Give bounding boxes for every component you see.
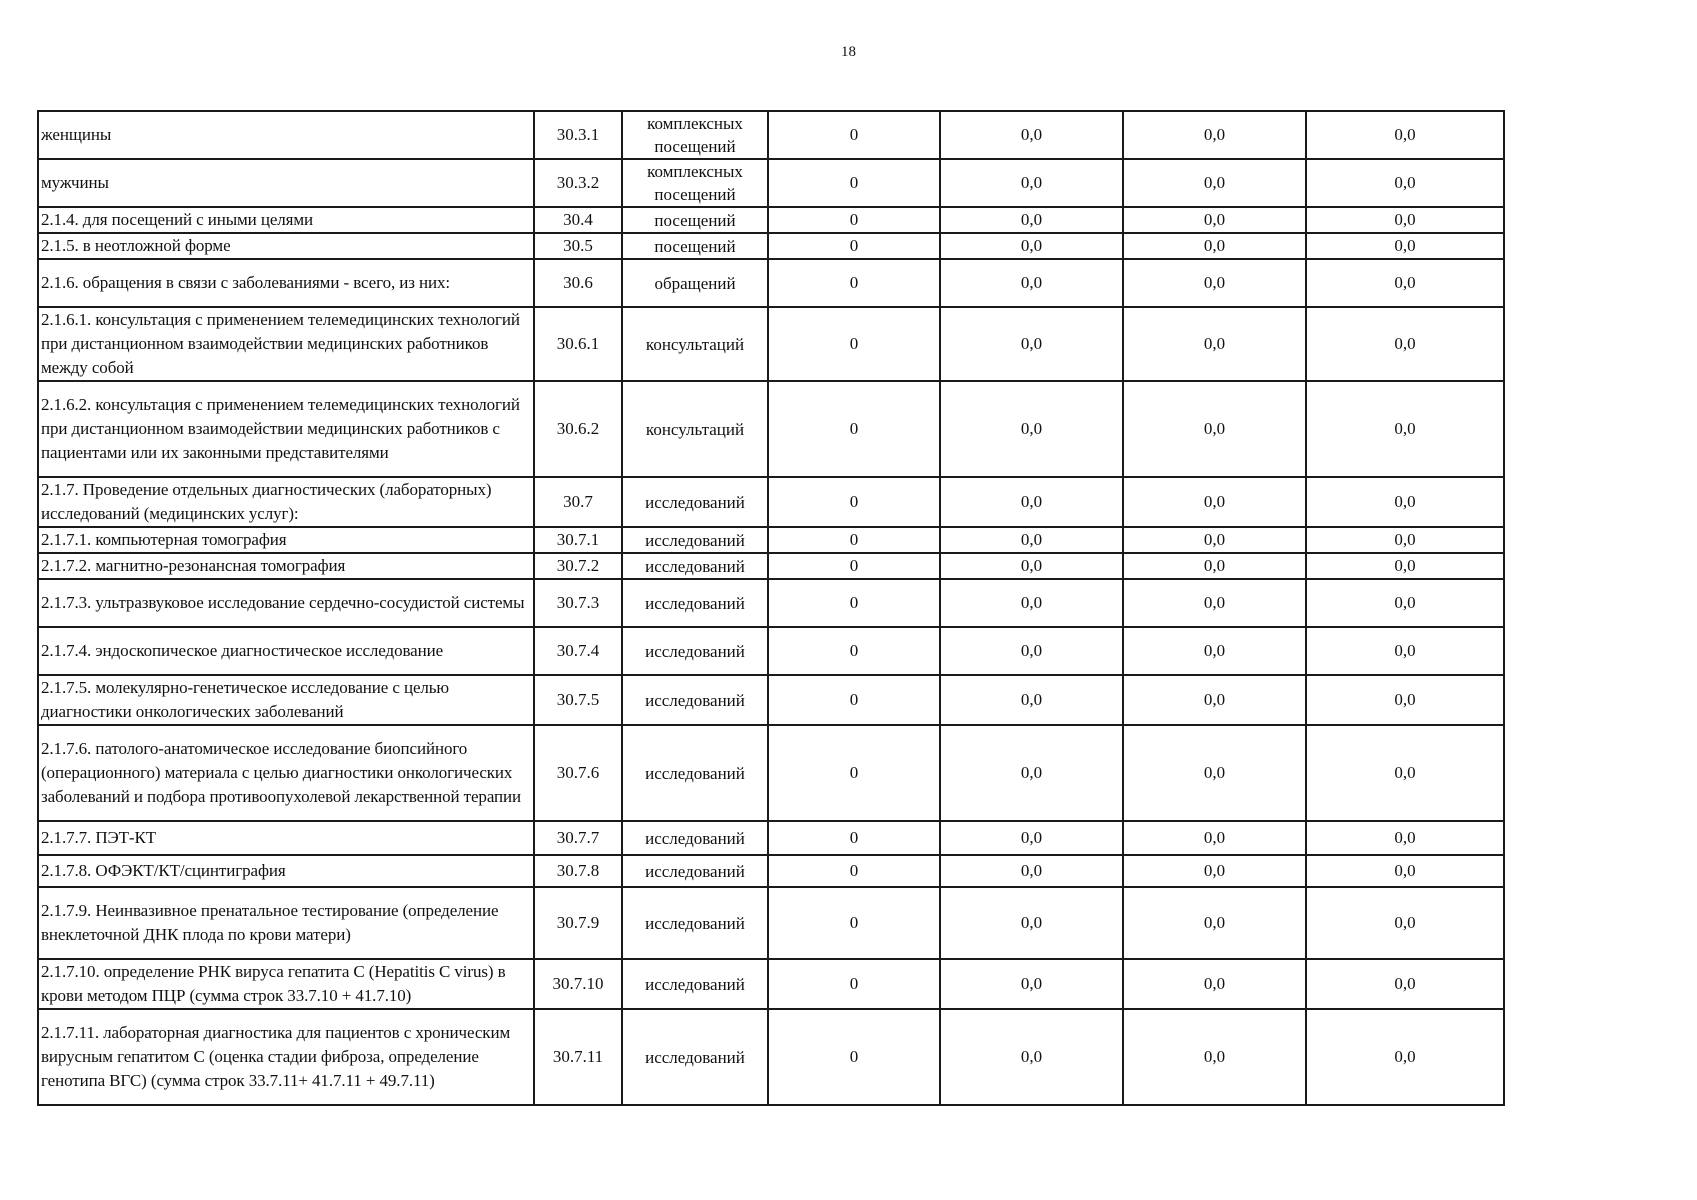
row-code: 30.7.11 xyxy=(534,1009,622,1105)
row-value-4: 0,0 xyxy=(1306,959,1504,1009)
row-value-2: 0,0 xyxy=(940,259,1123,307)
row-value-2: 0,0 xyxy=(940,553,1123,579)
row-value-4: 0,0 xyxy=(1306,207,1504,233)
table-row xyxy=(38,381,1504,477)
row-code: 30.7.3 xyxy=(534,579,622,627)
row-code: 30.7.6 xyxy=(534,725,622,821)
row-name: 2.1.7.5. молекулярно-генетическое исследование с целью диагностики онкологических заболеваний xyxy=(38,675,534,725)
row-value-1: 0 xyxy=(768,725,940,821)
row-value-3: 0,0 xyxy=(1123,159,1306,207)
row-code: 30.6.1 xyxy=(534,307,622,381)
row-code: 30.6.2 xyxy=(534,381,622,477)
row-value-3: 0,0 xyxy=(1123,381,1306,477)
row-value-4: 0,0 xyxy=(1306,159,1504,207)
row-value-1: 0 xyxy=(768,887,940,959)
row-code: 30.7.9 xyxy=(534,887,622,959)
row-value-1: 0 xyxy=(768,855,940,887)
row-name: 2.1.6. обращения в связи с заболеваниями - всего, из них: xyxy=(38,259,534,307)
row-code: 30.7.10 xyxy=(534,959,622,1009)
row-value-1: 0 xyxy=(768,627,940,675)
row-name: 2.1.4. для посещений с иными целями xyxy=(38,207,534,233)
row-value-4: 0,0 xyxy=(1306,553,1504,579)
row-value-3: 0,0 xyxy=(1123,887,1306,959)
table-row xyxy=(38,887,1504,959)
row-unit: консультаций xyxy=(622,307,768,381)
row-name: 2.1.7.2. магнитно-резонансная томография xyxy=(38,553,534,579)
row-value-2: 0,0 xyxy=(940,159,1123,207)
row-value-4: 0,0 xyxy=(1306,887,1504,959)
table-row xyxy=(38,579,1504,627)
table-row xyxy=(38,1009,1504,1105)
table-row xyxy=(38,553,1504,579)
row-value-4: 0,0 xyxy=(1306,307,1504,381)
row-value-1: 0 xyxy=(768,381,940,477)
row-value-4: 0,0 xyxy=(1306,477,1504,527)
row-value-4: 0,0 xyxy=(1306,627,1504,675)
row-value-2: 0,0 xyxy=(940,477,1123,527)
row-value-2: 0,0 xyxy=(940,381,1123,477)
row-value-4: 0,0 xyxy=(1306,233,1504,259)
row-value-3: 0,0 xyxy=(1123,627,1306,675)
table-row xyxy=(38,855,1504,887)
row-code: 30.7 xyxy=(534,477,622,527)
row-name: 2.1.7.6. патолого-анатомическое исследование биопсийного (операционного) материала с целью диагностики онкологических заболеваний и подбора противоопухолевой лекарственной терапии xyxy=(38,725,534,821)
row-value-3: 0,0 xyxy=(1123,675,1306,725)
row-value-2: 0,0 xyxy=(940,307,1123,381)
row-value-1: 0 xyxy=(768,959,940,1009)
row-unit: исследований xyxy=(622,855,768,887)
row-unit: посещений xyxy=(622,233,768,259)
row-value-3: 0,0 xyxy=(1123,725,1306,821)
row-unit: комплексных посещений xyxy=(622,111,768,159)
row-value-4: 0,0 xyxy=(1306,1009,1504,1105)
row-code: 30.7.1 xyxy=(534,527,622,553)
row-value-2: 0,0 xyxy=(940,959,1123,1009)
table-row xyxy=(38,821,1504,855)
row-value-4: 0,0 xyxy=(1306,725,1504,821)
row-value-4: 0,0 xyxy=(1306,381,1504,477)
row-name: 2.1.7.11. лабораторная диагностика для пациентов с хроническим вирусным гепатитом С (оценка стадии фиброза, определение генотипа ВГС) (сумма строк 33.7.11+ 41.7.11 + 49.7.11) xyxy=(38,1009,534,1105)
row-value-2: 0,0 xyxy=(940,855,1123,887)
table-row xyxy=(38,307,1504,381)
row-value-3: 0,0 xyxy=(1123,259,1306,307)
row-code: 30.4 xyxy=(534,207,622,233)
row-value-3: 0,0 xyxy=(1123,527,1306,553)
table-row xyxy=(38,725,1504,821)
row-value-3: 0,0 xyxy=(1123,207,1306,233)
row-unit: исследований xyxy=(622,887,768,959)
row-value-3: 0,0 xyxy=(1123,307,1306,381)
row-value-1: 0 xyxy=(768,207,940,233)
row-unit: исследований xyxy=(622,1009,768,1105)
row-value-1: 0 xyxy=(768,159,940,207)
row-value-2: 0,0 xyxy=(940,887,1123,959)
row-name: 2.1.7.7. ПЭТ-КТ xyxy=(38,821,534,855)
row-name: 2.1.6.2. консультация с применением телемедицинских технологий при дистанционном взаимодействии медицинских работников с пациентами или их законными представителями xyxy=(38,381,534,477)
row-value-4: 0,0 xyxy=(1306,821,1504,855)
table-row xyxy=(38,159,1504,207)
row-unit: исследований xyxy=(622,527,768,553)
row-value-3: 0,0 xyxy=(1123,821,1306,855)
row-unit: исследований xyxy=(622,675,768,725)
row-value-2: 0,0 xyxy=(940,675,1123,725)
row-unit: комплексных посещений xyxy=(622,159,768,207)
row-value-4: 0,0 xyxy=(1306,855,1504,887)
table-row xyxy=(38,207,1504,233)
row-unit: исследований xyxy=(622,627,768,675)
row-value-2: 0,0 xyxy=(940,111,1123,159)
row-value-3: 0,0 xyxy=(1123,477,1306,527)
row-name: 2.1.7.4. эндоскопическое диагностическое исследование xyxy=(38,627,534,675)
row-value-1: 0 xyxy=(768,111,940,159)
row-code: 30.7.8 xyxy=(534,855,622,887)
row-unit: посещений xyxy=(622,207,768,233)
row-value-2: 0,0 xyxy=(940,579,1123,627)
row-unit: консультаций xyxy=(622,381,768,477)
row-unit: исследований xyxy=(622,579,768,627)
table-row xyxy=(38,527,1504,553)
row-code: 30.7.2 xyxy=(534,553,622,579)
row-value-3: 0,0 xyxy=(1123,233,1306,259)
row-value-3: 0,0 xyxy=(1123,111,1306,159)
table-row xyxy=(38,477,1504,527)
row-unit: обращений xyxy=(622,259,768,307)
row-value-1: 0 xyxy=(768,579,940,627)
page-number: 18 xyxy=(841,44,856,60)
row-value-2: 0,0 xyxy=(940,207,1123,233)
row-name: 2.1.7.3. ультразвуковое исследование сердечно-сосудистой системы xyxy=(38,579,534,627)
row-name: 2.1.5. в неотложной форме xyxy=(38,233,534,259)
row-value-2: 0,0 xyxy=(940,1009,1123,1105)
row-value-4: 0,0 xyxy=(1306,259,1504,307)
row-code: 30.7.5 xyxy=(534,675,622,725)
table-row xyxy=(38,233,1504,259)
row-value-3: 0,0 xyxy=(1123,959,1306,1009)
table-row xyxy=(38,627,1504,675)
row-value-1: 0 xyxy=(768,259,940,307)
row-value-1: 0 xyxy=(768,307,940,381)
row-code: 30.6 xyxy=(534,259,622,307)
row-value-1: 0 xyxy=(768,477,940,527)
row-code: 30.7.7 xyxy=(534,821,622,855)
row-name: женщины xyxy=(38,111,534,159)
row-code: 30.7.4 xyxy=(534,627,622,675)
row-value-4: 0,0 xyxy=(1306,675,1504,725)
row-value-4: 0,0 xyxy=(1306,527,1504,553)
row-unit: исследований xyxy=(622,959,768,1009)
row-value-4: 0,0 xyxy=(1306,579,1504,627)
row-value-1: 0 xyxy=(768,233,940,259)
row-value-2: 0,0 xyxy=(940,527,1123,553)
row-code: 30.3.2 xyxy=(534,159,622,207)
table-row xyxy=(38,675,1504,725)
indicators-table xyxy=(37,110,1505,1106)
row-value-2: 0,0 xyxy=(940,233,1123,259)
row-value-3: 0,0 xyxy=(1123,855,1306,887)
row-value-1: 0 xyxy=(768,553,940,579)
row-name: 2.1.7. Проведение отдельных диагностических (лабораторных) исследований (медицинских услуг): xyxy=(38,477,534,527)
row-name: 2.1.7.1. компьютерная томография xyxy=(38,527,534,553)
row-name: 2.1.7.8. ОФЭКТ/КТ/сцинтиграфия xyxy=(38,855,534,887)
row-unit: исследований xyxy=(622,821,768,855)
row-value-1: 0 xyxy=(768,675,940,725)
row-code: 30.3.1 xyxy=(534,111,622,159)
row-value-1: 0 xyxy=(768,821,940,855)
table-row xyxy=(38,959,1504,1009)
row-value-3: 0,0 xyxy=(1123,579,1306,627)
row-value-1: 0 xyxy=(768,527,940,553)
row-value-2: 0,0 xyxy=(940,725,1123,821)
row-unit: исследований xyxy=(622,477,768,527)
row-name: 2.1.7.9. Неинвазивное пренатальное тестирование (определение внеклеточной ДНК плода по крови матери) xyxy=(38,887,534,959)
row-name: 2.1.6.1. консультация с применением телемедицинских технологий при дистанционном взаимодействии медицинских работников между собой xyxy=(38,307,534,381)
row-code: 30.5 xyxy=(534,233,622,259)
row-name: 2.1.7.10. определение РНК вируса гепатита С (Hepatitis C virus) в крови методом ПЦР (сумма строк 33.7.10 + 41.7.10) xyxy=(38,959,534,1009)
row-value-1: 0 xyxy=(768,1009,940,1105)
row-unit: исследований xyxy=(622,725,768,821)
row-unit: исследований xyxy=(622,553,768,579)
row-value-3: 0,0 xyxy=(1123,553,1306,579)
row-value-2: 0,0 xyxy=(940,821,1123,855)
row-value-2: 0,0 xyxy=(940,627,1123,675)
row-value-3: 0,0 xyxy=(1123,1009,1306,1105)
row-name: мужчины xyxy=(38,159,534,207)
table-row xyxy=(38,259,1504,307)
table-row xyxy=(38,111,1504,159)
row-value-4: 0,0 xyxy=(1306,111,1504,159)
